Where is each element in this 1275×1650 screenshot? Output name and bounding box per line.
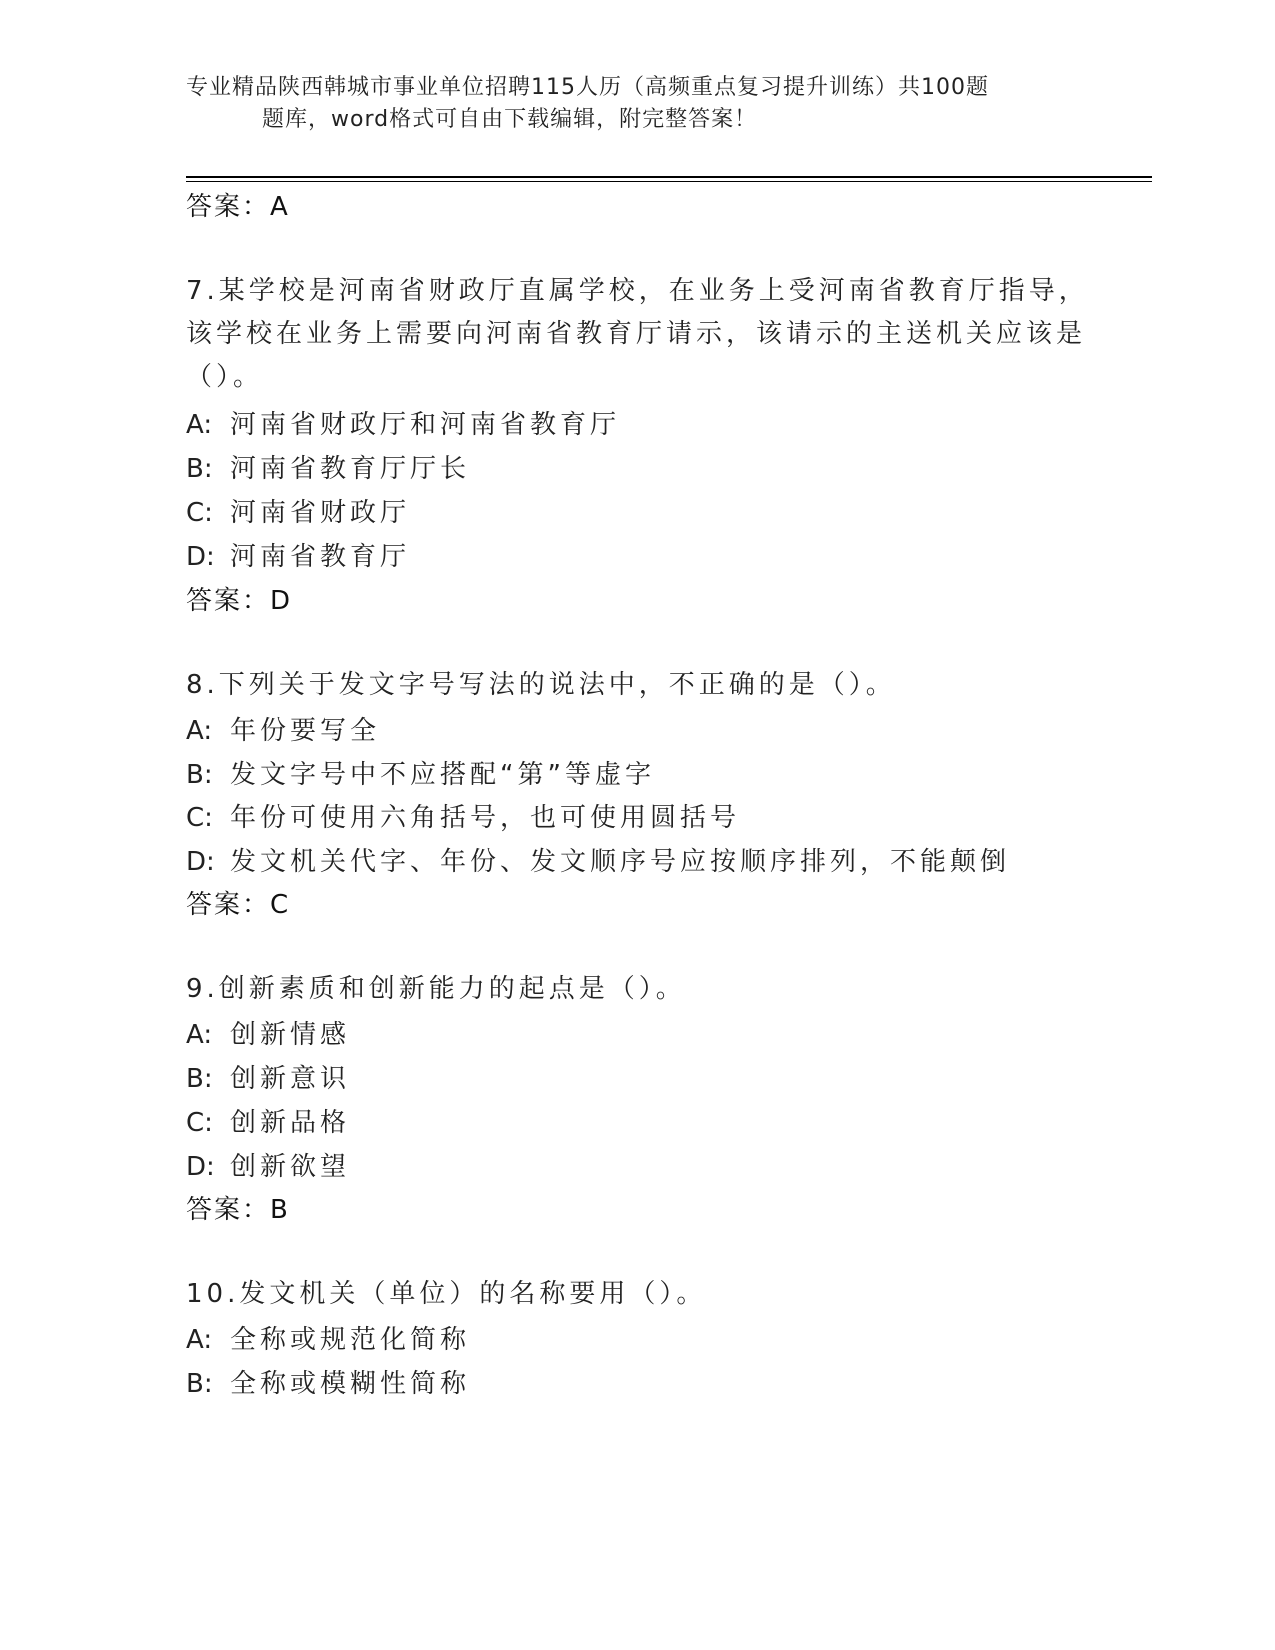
option-letter: B:: [186, 760, 213, 790]
option-text: 全称或模糊性简称: [230, 1369, 471, 1399]
document-header: [186, 72, 1066, 136]
option-letter: C:: [186, 803, 213, 833]
option-text: 年份要写全: [230, 716, 381, 746]
answer-q9: 答案：B: [186, 1195, 290, 1225]
question-8-text: 8.下列关于发文字号写法的说法中，不正确的是（）。: [186, 670, 896, 700]
question-8-option-a: [186, 710, 380, 747]
question-7-option-d: [186, 536, 410, 573]
header-divider-thin: [186, 181, 1152, 182]
option-letter: C:: [186, 498, 213, 528]
question-7-text-line1: 7.某学校是河南省财政厅直属学校，在业务上受河南省教育厅指导，: [186, 276, 1089, 306]
question-7-text-line3: （）。: [186, 362, 264, 392]
option-text: 全称或规范化简称: [230, 1325, 471, 1355]
option-letter: D:: [186, 847, 215, 877]
option-text: 河南省财政厅和河南省教育厅: [230, 410, 621, 440]
header-title-line1: 专业精品陕西韩城市事业单位招聘115人历（高频重点复习提升训练）共100题: [186, 75, 989, 100]
option-letter: B:: [186, 1064, 213, 1094]
question-8-option-d: [186, 841, 1010, 878]
question-10-text: 10.发文机关（单位）的名称要用（）。: [186, 1279, 707, 1309]
question-9-option-d: [186, 1146, 350, 1183]
option-letter: C:: [186, 1108, 213, 1138]
option-text: 河南省教育厅厅长: [230, 454, 471, 484]
question-8-option-c: [186, 797, 740, 834]
option-letter: D:: [186, 1152, 215, 1182]
header-title-line2: 题库，word格式可自由下载编辑，附完整答案！: [262, 107, 758, 132]
option-text: 创新情感: [230, 1020, 351, 1050]
option-text: 创新欲望: [230, 1152, 351, 1182]
answer-q7: 答案：D: [186, 586, 293, 616]
option-letter: A:: [186, 410, 213, 440]
option-text: 创新品格: [230, 1108, 351, 1138]
option-letter: B:: [186, 1369, 213, 1399]
question-9-option-a: [186, 1014, 350, 1051]
header-divider-thick: [186, 176, 1152, 178]
question-9-option-b: [186, 1058, 350, 1095]
option-letter: A:: [186, 716, 213, 746]
question-9-text: 9.创新素质和创新能力的起点是（）。: [186, 974, 686, 1004]
option-letter: A:: [186, 1325, 213, 1355]
question-9-option-c: [186, 1102, 350, 1139]
option-text: 发文字号中不应搭配“第”等虚字: [230, 760, 655, 790]
option-text: 河南省教育厅: [230, 542, 411, 572]
option-text: 年份可使用六角括号，也可使用圆括号: [230, 803, 741, 833]
option-text: 发文机关代字、年份、发文顺序号应按顺序排列，不能颠倒: [230, 847, 1011, 877]
question-7-option-c: [186, 492, 410, 529]
question-10-option-a: [186, 1319, 470, 1356]
question-7-option-a: [186, 404, 620, 441]
option-letter: D:: [186, 542, 215, 572]
question-10-option-b: [186, 1363, 470, 1400]
answer-q6: 答案：A: [186, 192, 290, 222]
question-7-text-line2: 该学校在业务上需要向河南省教育厅请示，该请示的主送机关应该是: [186, 319, 1087, 349]
option-text: 河南省财政厅: [230, 498, 411, 528]
answer-q8: 答案：C: [186, 890, 291, 920]
question-7-option-b: [186, 448, 470, 485]
option-text: 创新意识: [230, 1064, 351, 1094]
option-letter: A:: [186, 1020, 213, 1050]
question-8-option-b: [186, 754, 655, 791]
option-letter: B:: [186, 454, 213, 484]
